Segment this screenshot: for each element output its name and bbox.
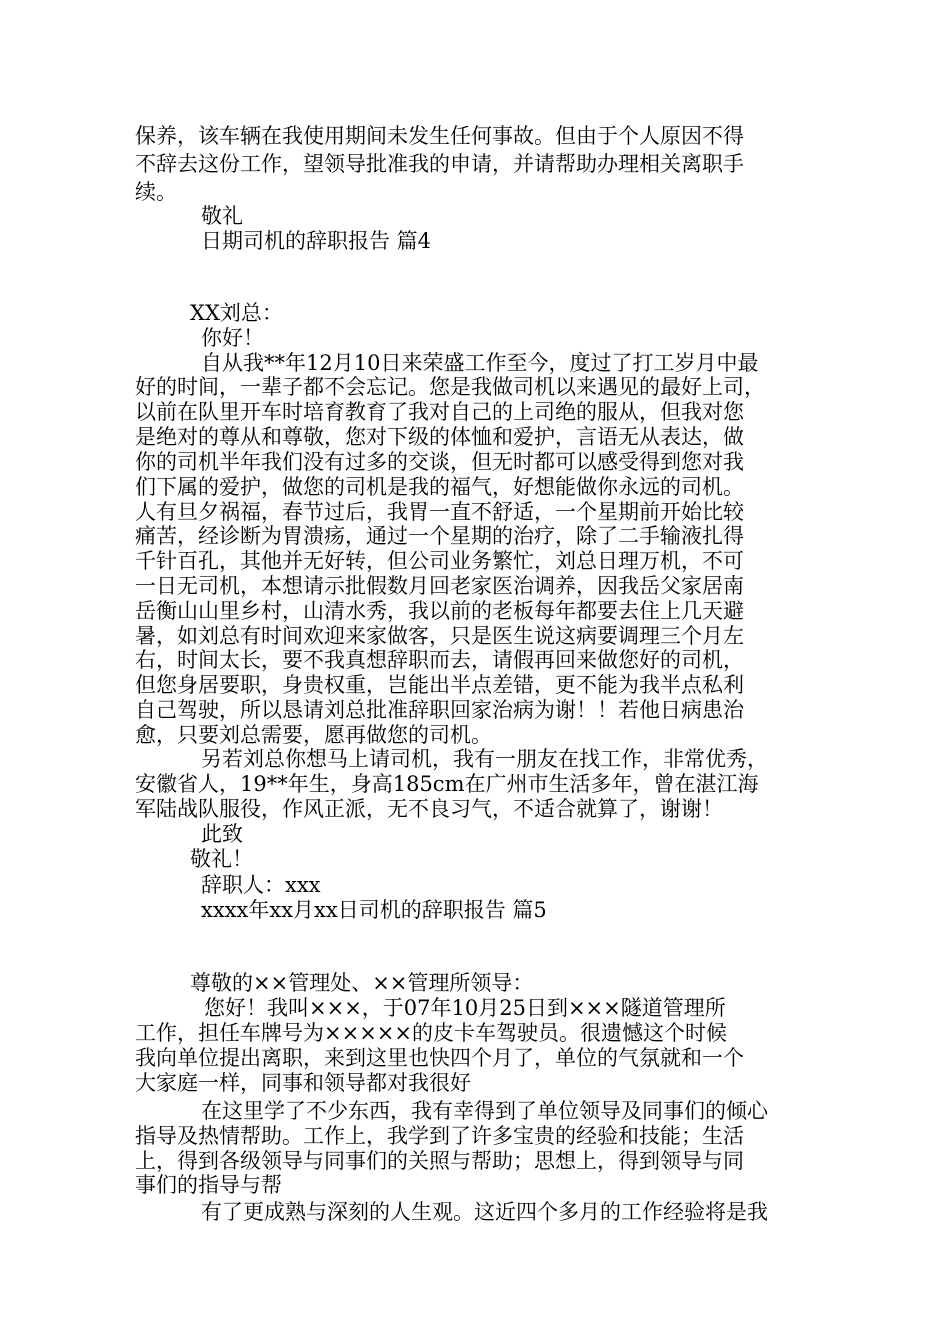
paragraph-line: 大家庭一样，同事和领导都对我很好 xyxy=(135,1071,471,1095)
paragraph-line: 以前在队里开车时培育教育了我对自己的上司绝的服从，但我对您 xyxy=(135,400,744,424)
paragraph-line: 保养，该车辆在我使用期间未发生任何事故。但由于个人原因不得 xyxy=(135,124,744,148)
closing-phrase: 此致 xyxy=(201,822,243,846)
paragraph-line: 人有旦夕祸福，春节过后，我胃一直不舒适，一个星期前开始比较 xyxy=(135,500,744,524)
section-heading: xxxx年xx月xx日司机的辞职报告 篇5 xyxy=(201,898,547,922)
paragraph-line: 千针百孔，其他并无好转，但公司业务繁忙，刘总日理万机，不可 xyxy=(135,549,744,573)
paragraph-line: 是绝对的尊从和尊敬，您对下级的体恤和爱护，言语无从表达，做 xyxy=(135,425,744,449)
signature-line: 辞职人：xxx xyxy=(201,873,321,897)
paragraph-line: 不辞去这份工作，望领导批准我的申请，并请帮助办理相关离职手 xyxy=(135,152,744,176)
paragraph-line: 岳衡山山里乡村，山清水秀，我以前的老板每年都要去住上几天避 xyxy=(135,599,744,623)
paragraph-line: 右，时间太长，要不我真想辞职而去，请假再回来做您好的司机， xyxy=(135,648,744,672)
paragraph-line: 指导及热情帮助。工作上，我学到了许多宝贵的经验和技能；生活 xyxy=(135,1124,744,1148)
paragraph-line: 安徽省人，19**年生，身高185cm在广州市生活多年，曾在湛江海 xyxy=(135,772,759,796)
paragraph-line: 但您身居要职，身贵权重，岂能出半点差错，更不能为我半点私利 xyxy=(135,673,744,697)
paragraph-line: 好的时间，一辈子都不会忘记。您是我做司机以来遇见的最好上司， xyxy=(135,375,765,399)
paragraph-line: 我向单位提出离职，来到这里也快四个月了，单位的气氛就和一个 xyxy=(135,1046,744,1070)
paragraph-line: 工作，担任车牌号为×××××的皮卡车驾驶员。很遗憾这个时候 xyxy=(135,1021,727,1045)
paragraph-line: 上，得到各级领导与同事们的关照与帮助；思想上，得到领导与同 xyxy=(135,1149,744,1173)
paragraph-line: 事们的指导与帮 xyxy=(135,1173,282,1197)
paragraph-line: 暑，如刘总有时间欢迎来家做客，只是医生说这病要调理三个月左 xyxy=(135,624,744,648)
paragraph-line: 军陆战队服役，作风正派，无不良习气，不适合就算了，谢谢！ xyxy=(135,797,723,821)
greeting-recipient: 尊敬的××管理处、××管理所领导： xyxy=(190,971,534,995)
closing-salutation: 敬礼！ xyxy=(190,847,253,871)
paragraph-line: 们下属的爱护，做您的司机是我的福气，好想能做你永远的司机。 xyxy=(135,475,744,499)
paragraph-line: 您好！我叫×××，于07年10月25日到×××隧道管理所 xyxy=(204,996,726,1020)
greeting: 你好！ xyxy=(201,326,264,350)
closing-salutation: 敬礼 xyxy=(201,204,243,228)
paragraph-line: 痛苦，经诊断为胃溃疡，通过一个星期的治疗，除了二手输液扎得 xyxy=(135,524,744,548)
section-heading: 日期司机的辞职报告 篇4 xyxy=(201,229,432,253)
paragraph-line: 在这里学了不少东西，我有幸得到了单位领导及同事们的倾心 xyxy=(201,1099,768,1123)
paragraph-line: 你的司机半年我们没有过多的交谈，但无时都可以感受得到您对我 xyxy=(135,450,744,474)
paragraph-line: 一日无司机，本想请示批假数月回老家医治调养，因我岳父家居南 xyxy=(135,574,744,598)
paragraph-line: 有了更成熟与深刻的人生观。这近四个多月的工作经验将是我 xyxy=(201,1200,768,1224)
paragraph-line: 愈，只要刘总需要，愿再做您的司机。 xyxy=(135,723,492,747)
paragraph-line: 自从我**年12月10日来荣盛工作至今，度过了打工岁月中最 xyxy=(201,351,759,375)
paragraph-line: 续。 xyxy=(135,180,177,204)
greeting-recipient: XX刘总： xyxy=(190,301,283,325)
paragraph-line: 另若刘总你想马上请司机，我有一朋友在找工作，非常优秀， xyxy=(201,747,768,771)
paragraph-line: 自己驾驶，所以恳请刘总批准辞职回家治病为谢！！若他日病患治 xyxy=(135,698,744,722)
